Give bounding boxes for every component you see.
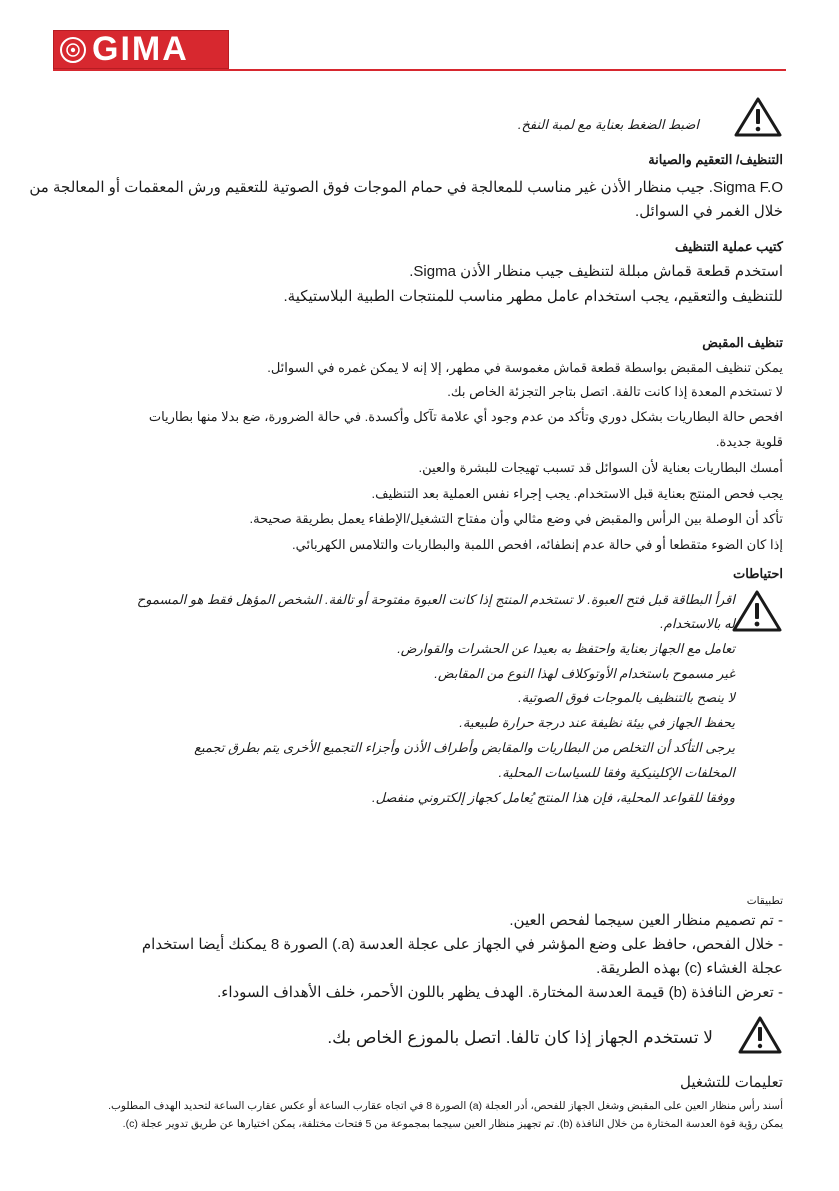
cleaning-heading: التنظيف/ التعقيم والصيانة xyxy=(648,152,783,167)
warning-triangle-icon xyxy=(733,96,783,138)
operation-line-1: أسند رأس منظار العين على المقبض وشغل الجهاز للفحص، أدر العجلة (a) الصورة 8 في اتجاه عقارب الساعة أو عكس عقارب الساعة لتحديد الهدف المطلوب. xyxy=(108,1100,783,1112)
precautions-heading: احتياطات xyxy=(732,566,783,581)
operation-heading: تعليمات للتشغيل xyxy=(679,1074,783,1091)
handle-line: افحص حالة البطاريات بشكل دوري وتأكد من عدم وجود أي علامة تآكل وأكسدة. في حالة الضرورة، ضع بدلا منها بطاريات xyxy=(148,409,783,424)
warning-triangle-icon xyxy=(731,589,783,633)
precaution-line: اقرأ البطاقة قبل فتح العبوة. لا تستخدم المنتج إذا كانت العبوة مفتوحة أو تالفة. الشخص المؤهل فقط هو المسموح xyxy=(136,592,735,607)
precaution-line: يحفظ الجهاز في بيئة نظيفة عند درجة حرارة طبيعية. xyxy=(459,715,735,730)
booklet-line-1: استخدم قطعة قماش مبللة لتنظيف جيب منظار الأذن Sigma. xyxy=(409,263,783,280)
handle-line: إذا كان الضوء متقطعا أو في حالة عدم إنطفائه، افحص اللمبة والبطاريات والتلامس الكهربائي. xyxy=(292,537,783,552)
handle-line: قلوية جديدة. xyxy=(715,434,783,449)
applications-line: - خلال الفحص، حافظ على وضع المؤشر في الجهاز على عجلة العدسة (a.) الصورة 8 يمكنك أيضا استخدام xyxy=(141,936,783,953)
warning-damaged-text: لا تستخدم الجهاز إذا كان تالفا. اتصل بالموزع الخاص بك. xyxy=(327,1028,713,1047)
warning-triangle-icon xyxy=(737,1015,783,1055)
precaution-line: غير مسموح باستخدام الأوتوكلاف لهذا النوع من المقابض. xyxy=(434,666,735,681)
precaution-line: المخلفات الإكلينيكية وفقا للسياسات المحلية. xyxy=(498,765,735,780)
cleaning-line-2: خلال الغمر في السوائل. xyxy=(635,203,783,220)
handle-line: أمسك البطاريات بعناية لأن السوائل قد تسبب تهيجات للبشرة والعين. xyxy=(418,460,783,475)
precaution-line: يرجى التأكد أن التخلص من البطاريات والمقابض وأطراف الأذن وأجزاء التجميع الأخرى يتم بطرق تجميع xyxy=(194,740,735,755)
booklet-line-2: للتنظيف والتعقيم، يجب استخدام عامل مطهر مناسب للمنتجات الطبية البلاستيكية. xyxy=(283,288,783,305)
applications-heading: تطبيقات xyxy=(746,895,783,907)
operation-line-2: يمكن رؤية قوة العدسة المختارة من خلال النافذة (b). تم تجهيز منظار العين سيجما بمجموعة من 5 فتحات مختلفة، يمكن اختيارها عن طريق تدوير عجلة (c). xyxy=(122,1118,783,1130)
precaution-line: له بالاستخدام. xyxy=(660,616,735,631)
handle-heading: تنظيف المقبض xyxy=(702,335,783,350)
precaution-line: تعامل مع الجهاز بعناية واحتفظ به بعيدا عن الحشرات والقوارض. xyxy=(397,641,735,656)
handle-line: لا تستخدم المعدة إذا كانت تالفة. اتصل بتاجر التجزئة الخاص بك. xyxy=(447,384,783,399)
handle-line: تأكد أن الوصلة بين الرأس والمقبض في وضع مثالي وأن مفتاح التشغيل/الإطفاء يعمل بطريقة صحيحة. xyxy=(249,511,783,526)
applications-line: عجلة الغشاء (c) بهذه الطريقة. xyxy=(596,960,783,977)
applications-line: - تعرض النافذة (b) قيمة العدسة المختارة. الهدف يظهر باللون الأحمر، خلف الأهداف السوداء. xyxy=(217,984,783,1001)
handle-line: يجب فحص المنتج بعناية قبل الاستخدام. يجب إجراء نفس العملية بعد التنظيف. xyxy=(371,486,783,501)
warning-inflation-text: اضبط الضغط بعناية مع لمبة النفخ. xyxy=(517,117,699,132)
booklet-heading: كتيب عملية التنظيف xyxy=(675,239,783,254)
precaution-line: ووفقا للقواعد المحلية، فإن هذا المنتج يُعامل كجهاز إلكتروني منفصل. xyxy=(371,790,735,805)
handle-line: يمكن تنظيف المقبض بواسطة قطعة قماش مغموسة في مطهر، إلا إنه لا يمكن غمره في السوائل. xyxy=(267,360,783,375)
applications-line: - تم تصميم منظار العين سيجما لفحص العين. xyxy=(509,912,783,929)
header-divider xyxy=(53,69,786,71)
brand-name: GIMA xyxy=(92,30,189,68)
cleaning-line-1: Sigma F.O. جيب منظار الأذن غير مناسب للمعالجة في حمام الموجات فوق الصوتية للتعقيم ورش المعقمات أو المعالجة من xyxy=(29,179,783,196)
precaution-line: لا ينصح بالتنظيف بالموجات فوق الصوتية. xyxy=(518,690,735,705)
gima-emblem-icon xyxy=(60,37,86,63)
gima-logo xyxy=(53,30,229,69)
